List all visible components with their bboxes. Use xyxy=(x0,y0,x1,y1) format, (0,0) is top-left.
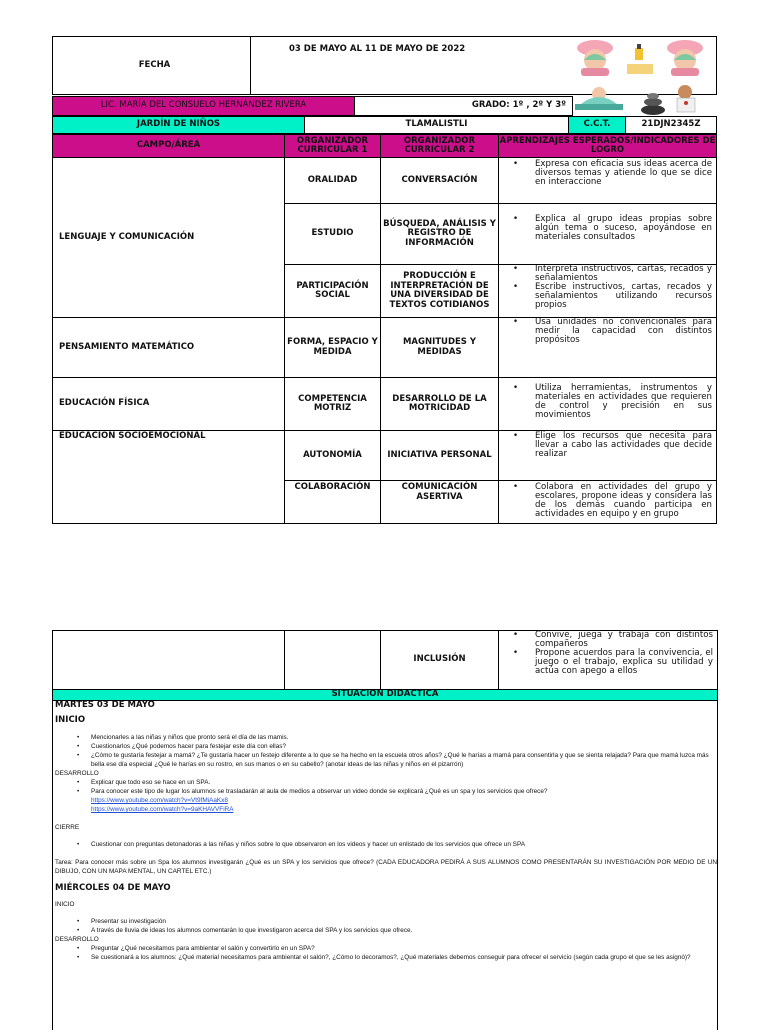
cierre-list xyxy=(55,840,717,849)
video-link-2[interactable]: https://www.youtube.com/watch?v=9aKHAVVFiRA xyxy=(91,806,234,813)
tarea-text: Tarea: Para conocer más sobre un Spa los alumnos investigarán ¿Qué es un SPA y los servicios que ofrece? (CADA EDUCADORA PEDIRÁ A SUS ALUMNOS COMO PRESENTARÁN SU INVESTIGACIÓN POR MEDIO DE UN DIBUJO, CON UN MAPA MENTAL, UN CARTEL ETC.) xyxy=(55,859,717,875)
aprendizaje-5: • Utiliza herramientas, instrumentos y materiales en actividades que requieren de control y precisión en sus movimientos xyxy=(498,377,717,431)
list-item: • Mencionarles a las niñas y niños que pronto será el día de las mamis. xyxy=(55,733,717,742)
desarrollo2-heading: DESARROLLO xyxy=(55,936,99,943)
campo-lenguaje: LENGUAJE Y COMUNICACIÓN xyxy=(52,157,285,318)
org2-busqueda: BÚSQUEDA, ANÁLISIS Y REGISTRO DE INFORMACIÓN xyxy=(380,203,499,265)
col-org1: ORGANIZADOR CURRICULAR 1 xyxy=(284,134,381,158)
org2-magnitudes: MAGNITUDES Y MEDIDAS xyxy=(380,317,499,378)
list-item: • Para conocer este tipo de lugar los alumnos se trasladarán al aula de medios a observar un video donde se explicará ¿Qué es un spa y los servicios que ofrece? https://www.youtube.com/watch?v=Vt9fMiAaKx8 https://www.youtube.com/watch?v=9aKHAVVFiRA xyxy=(55,787,717,814)
desarrollo-list xyxy=(55,778,717,814)
fecha-value: 03 DE MAYO AL 11 DE MAYO DE 2022 xyxy=(250,36,717,95)
cierre-heading: CIERRE xyxy=(55,824,80,831)
org1-blank xyxy=(284,630,381,690)
aprendizaje-7: • Colabora en actividades del grupo y escolares, propone ideas y considera las de los demás cuando participa en actividades en equipo y en grupo xyxy=(498,480,717,524)
campo-pensamiento: PENSAMIENTO MATEMÁTICO xyxy=(52,317,285,378)
aprendizaje-1: • Expresa con eficacia sus ideas acerca de diversos temas y atiende lo que se dice en interaccione xyxy=(498,157,717,204)
col-campo: CAMPO/ÁREA xyxy=(52,134,285,158)
teacher-name: LIC. MARÍA DEL CONSUELO HERNÁNDEZ RIVERA xyxy=(52,96,355,116)
school-name: TLAMALISTLI xyxy=(304,116,569,134)
list-item: • Presentar su investigación xyxy=(55,917,717,926)
col-org2: ORGANIZADOR CURRICULAR 2 xyxy=(380,134,499,158)
org2-motricidad: DESARROLLO DE LA MOTRICIDAD xyxy=(380,377,499,431)
org2-iniciativa: INICIATIVA PERSONAL xyxy=(380,430,499,481)
spa-illustration xyxy=(573,38,713,118)
col-aprendizajes: APRENDIZAJES ESPERADOS/INDICADORES DE LOGRO xyxy=(498,134,717,158)
list-item: • Cuestionarlos ¿Qué podemos hacer para festejar este día con ellas? xyxy=(55,742,717,751)
aprendizaje-2: • Explica al grupo ideas propias sobre algún tema o suceso, apoyándose en materiales consultados xyxy=(498,203,717,265)
org1-autonomia: AUTONOMÍA xyxy=(284,430,381,481)
list-item: • Explicar que todo eso se hace en un SPA. xyxy=(55,778,717,787)
org1-colaboracion: COLABORACIÓN xyxy=(284,480,381,524)
list-item: • Se cuestionará a los alumnos: ¿Qué material necesitamos para ambientar el salón?, ¿Cómo lo decoramos?, ¿Qué materiales debemos conseguir para ofrecer el servicio (según cada grupo el que se les asignó)? xyxy=(55,953,717,962)
org1-participacion: PARTICIPACIÓN SOCIAL xyxy=(284,264,381,318)
inicio-heading: INICIO xyxy=(55,715,86,725)
org1-competencia: COMPETENCIA MOTRIZ xyxy=(284,377,381,431)
list-item: • Cuestionar con preguntas detonadoras a las niñas y niños sobre lo que observaron en los videos y hacer un enlistado de los servicios que ofrece un SPA xyxy=(55,840,717,849)
aprendizaje-6: • Elige los recursos que necesita para llevar a cabo las actividades que decide realizar xyxy=(498,430,717,481)
org2-inclusion: INCLUSIÓN xyxy=(380,630,499,690)
aprendizaje-3: • Interpreta instructivos, cartas, recados y señalamientos • Escribe instructivos, cartas, recados y señalamientos utilizando recursos propios xyxy=(498,264,717,318)
day1-heading: MARTES 03 DE MAYO xyxy=(55,700,155,710)
org2-comunicacion: COMUNICACIÓN ASERTIVA xyxy=(380,480,499,524)
list-item: • Preguntar ¿Qué necesitamos para ambientar el salón y convertirlo en un SPA? xyxy=(55,944,717,953)
inicio-list xyxy=(55,733,717,769)
situacion-content xyxy=(55,701,717,962)
org1-oralidad: ORALIDAD xyxy=(284,157,381,204)
list-item: • A través de lluvia de ideas los alumnos comentarán lo que investigaron acerca del SPA y los servicios que ofrece. xyxy=(55,926,717,935)
org1-forma: FORMA, ESPACIO Y MEDIDA xyxy=(284,317,381,378)
situacion-title: SITUACIÓN DIDÁCTICA xyxy=(52,689,718,701)
fecha-label: FECHA xyxy=(52,36,251,95)
org2-conversacion: CONVERSACIÓN xyxy=(380,157,499,204)
campo-socioemocional: EDUCACIÓN SOCIOEMOCIONAL xyxy=(52,430,285,524)
list-item: • ¿Cómo te gustaría festejar a mamá? ¿Te gustaría hacer un festejo diferente a lo que se ha hecho en la escuela otros años? ¿Qué le harías a mamá para consentirla y que se sienta relajada? Para que mamá luzca más bella ese día especial ¿Qué le harías en su rostro, en sus manos o en su cabello? (anotar ideas de las niñas y niños en el pizarrón) xyxy=(55,751,717,769)
inicio2-heading: INICIO xyxy=(55,901,75,908)
campo-educacion-fisica: EDUCACIÓN FÍSICA xyxy=(52,377,285,431)
org1-estudio: ESTUDIO xyxy=(284,203,381,265)
school-type: JARDÍN DE NIÑOS xyxy=(52,116,305,134)
desarrollo-heading: DESARROLLO xyxy=(55,770,99,777)
inicio2-list xyxy=(55,917,717,935)
desarrollo2-list xyxy=(55,944,717,962)
aprendizaje-8: • Convive, juega y trabaja con distintos compañeros • Propone acuerdos para la convivencia, el juego o el trabajo, explica su utilidad y actúa con apego a ellos xyxy=(498,630,718,690)
campo-blank xyxy=(52,630,285,690)
video-link-1[interactable]: https://www.youtube.com/watch?v=Vt9fMiAaKx8 xyxy=(91,797,228,804)
aprendizaje-4: • Usa unidades no convencionales para medir la capacidad con distintos propósitos xyxy=(498,317,717,378)
cct-label: C.C.T. xyxy=(568,116,626,134)
org2-produccion: PRODUCCIÓN E INTERPRETACIÓN DE UNA DIVERSIDAD DE TEXTOS COTIDIANOS xyxy=(380,264,499,318)
cct-value: 21DJN2345Z xyxy=(625,116,717,134)
grado: GRADO: 1º , 2º Y 3º xyxy=(354,96,573,116)
day2-heading: MIÉRCOLES 04 DE MAYO xyxy=(55,883,171,893)
